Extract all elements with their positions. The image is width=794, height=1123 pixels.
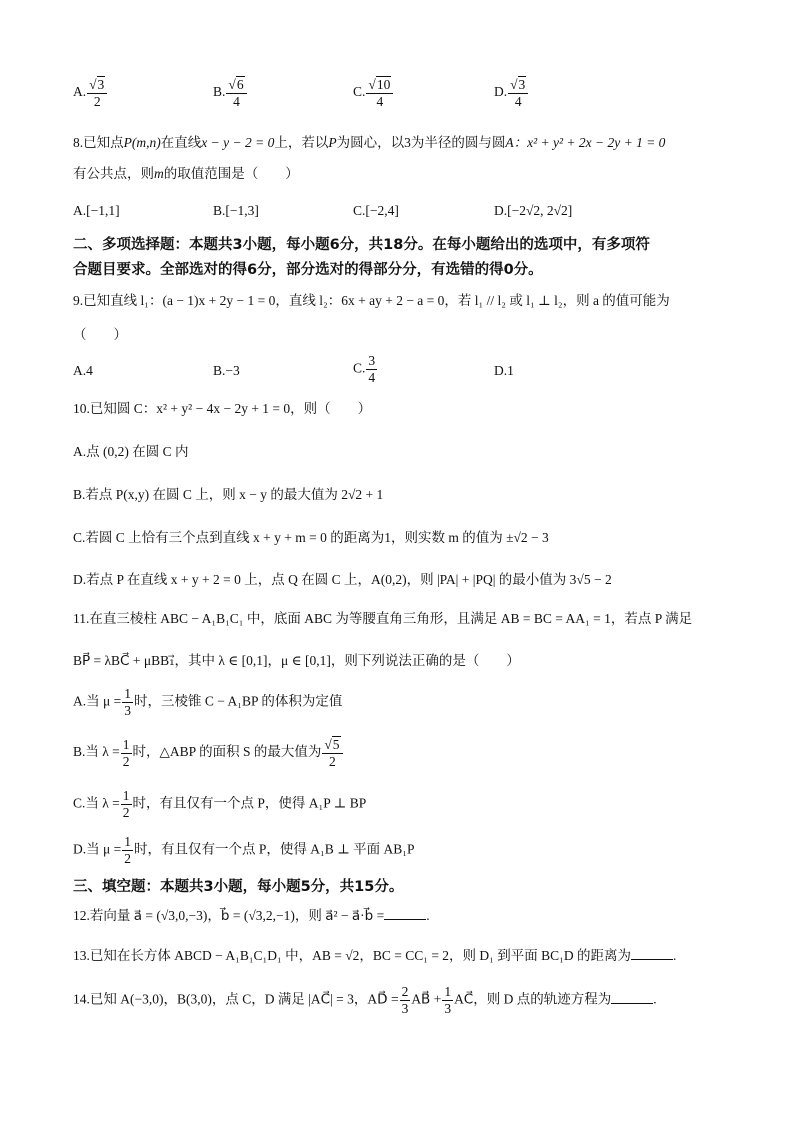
q10-option-c: C.若圆 C 上恰有三个点到直线 x + y + m = 0 的距离为1，则实数 m 的值为 ±√2 − 3 [73, 530, 549, 545]
fraction: $\frac{1}{3}$ [444, 984, 452, 1016]
q8-stem-line1: 8.已知点P(m,n)在直线x − y − 2 = 0上，若以P为圆心，以3为半径的圆与圆A：x² + y² + 2x − 2y + 1 = 0 [73, 135, 666, 150]
q11-option-d: D.当 μ = $\frac{1}{2}$ 时，有且仅有一个点 P，使得 A₁B ⊥ 平面 AB₁P [73, 834, 415, 866]
q10-option-d: D.若点 P 在直线 x + y + 2 = 0 上，点 Q 在圆 C 上，A(0,2)，则 |PA| + |PQ| 的最小值为 3√5 − 2 [73, 572, 612, 587]
section2-heading-line1: 二、多项选择题：本题共3小题，每小题6分，共18分。在每小题给出的选项中，有多项符 [73, 237, 650, 253]
q14-stem: 14.已知 A(−3,0)，B(3,0)，点 C，D 满足 |AC⃗| = 3，AD⃗ = $\frac{2}{3}$ AB⃗ + $\frac{1}{3}$ AC⃗，则 D 点的轨迹方程为 . [73, 984, 657, 1016]
q10-stem: 10.已知圆 C：x² + y² − 4x − 2y + 1 = 0，则（ ） [73, 401, 372, 416]
fraction: $\frac{√3}{4}$ [508, 76, 528, 110]
answer-blank[interactable] [384, 907, 426, 920]
fraction: $\frac{√3}{2}$ [87, 76, 107, 110]
q9-option-d: D.1 [494, 363, 514, 378]
q7-option-a: A. $\frac{√3}{2}$ [73, 76, 108, 110]
answer-blank[interactable] [631, 947, 673, 960]
q10-option-b: B.若点 P(x,y) 在圆 C 上，则 x − y 的最大值为 2√2 + 1 [73, 487, 384, 502]
q11-option-a: A.当 μ = $\frac{1}{3}$ 时，三棱锥 C − A₁BP 的体积为定值 [73, 686, 343, 718]
q7-option-d: D. $\frac{√3}{4}$ [494, 76, 529, 110]
q11-stem-line2: BP⃗ = λBC⃗ + μBB₁⃗，其中 λ ∈ [0,1]，μ ∈ [0,1]，则下列说法正确的是（ ） [73, 653, 520, 668]
fraction: $\frac{1}{3}$ [124, 686, 131, 718]
q9-stem-line2: （ ） [73, 327, 127, 342]
fraction: $\frac{√5}{2}$ [322, 736, 342, 770]
fraction: $\frac{√10}{4}$ [366, 76, 393, 110]
q13-stem: 13.已知在长方体 ABCD − A₁B₁C₁D₁ 中，AB = √2，BC = CC₁ = 2，则 D₁ 到平面 BC₁D 的距离为 . [73, 948, 677, 963]
section2-heading-line2: 合题目要求。全部选对的得6分，部分选对的得部分分，有选错的得0分。 [73, 262, 543, 278]
q8-stem-line2: 有公共点，则m的取值范围是（ ） [73, 166, 299, 181]
q11-option-b: B.当 λ = $\frac{1}{2}$ 时，△ABP 的面积 S 的最大值为 $\frac{√5}{2}$ [73, 736, 344, 770]
fraction: $\frac{1}{2}$ [122, 736, 130, 769]
fraction: $\frac{1}{2}$ [124, 834, 131, 866]
fraction: $\frac{3}{4}$ [368, 353, 376, 385]
q10-option-a: A.点 (0,2) 在圆 C 内 [73, 444, 189, 459]
q7-option-b: B. $\frac{√6}{4}$ [213, 76, 248, 110]
answer-blank[interactable] [611, 991, 653, 1004]
q9-option-a: A.4 [73, 363, 93, 378]
q9-stem-line1: 9.已知直线 l₁：(a − 1)x + 2y − 1 = 0，直线 l₂：6x + ay + 2 − a = 0，若 l₁ // l₂ 或 l₁ ⊥ l₂，则 a 的值可能为 [73, 293, 670, 308]
q8-option-b: B.[−1,3] [213, 203, 259, 218]
section3-heading: 三、填空题：本题共3小题，每小题5分，共15分。 [73, 879, 404, 895]
fraction: $\frac{2}{3}$ [401, 984, 409, 1016]
q8-option-a: A.[−1,1] [73, 203, 120, 218]
q8-option-d: D.[−2√2, 2√2] [494, 203, 573, 218]
fraction: $\frac{√6}{4}$ [226, 76, 246, 110]
fraction: $\frac{1}{2}$ [122, 788, 130, 820]
q12-stem: 12.若向量 a⃗ = (√3,0,−3)，b⃗ = (√3,2,−1)，则 a⃗² − a⃗·b⃗ = . [73, 908, 430, 923]
q9-option-c: C. $\frac{3}{4}$ [353, 353, 376, 385]
q7-option-c: C. $\frac{√10}{4}$ [353, 76, 394, 110]
q9-option-b: B.−3 [213, 363, 240, 378]
q11-stem-line1: 11.在直三棱柱 ABC − A₁B₁C₁ 中，底面 ABC 为等腰直角三角形，且满足 AB = BC = AA₁ = 1，若点 P 满足 [73, 611, 693, 626]
q8-option-c: C.[−2,4] [353, 203, 399, 218]
q11-option-c: C.当 λ = $\frac{1}{2}$ 时，有且仅有一个点 P，使得 A₁P ⊥ BP [73, 788, 367, 820]
